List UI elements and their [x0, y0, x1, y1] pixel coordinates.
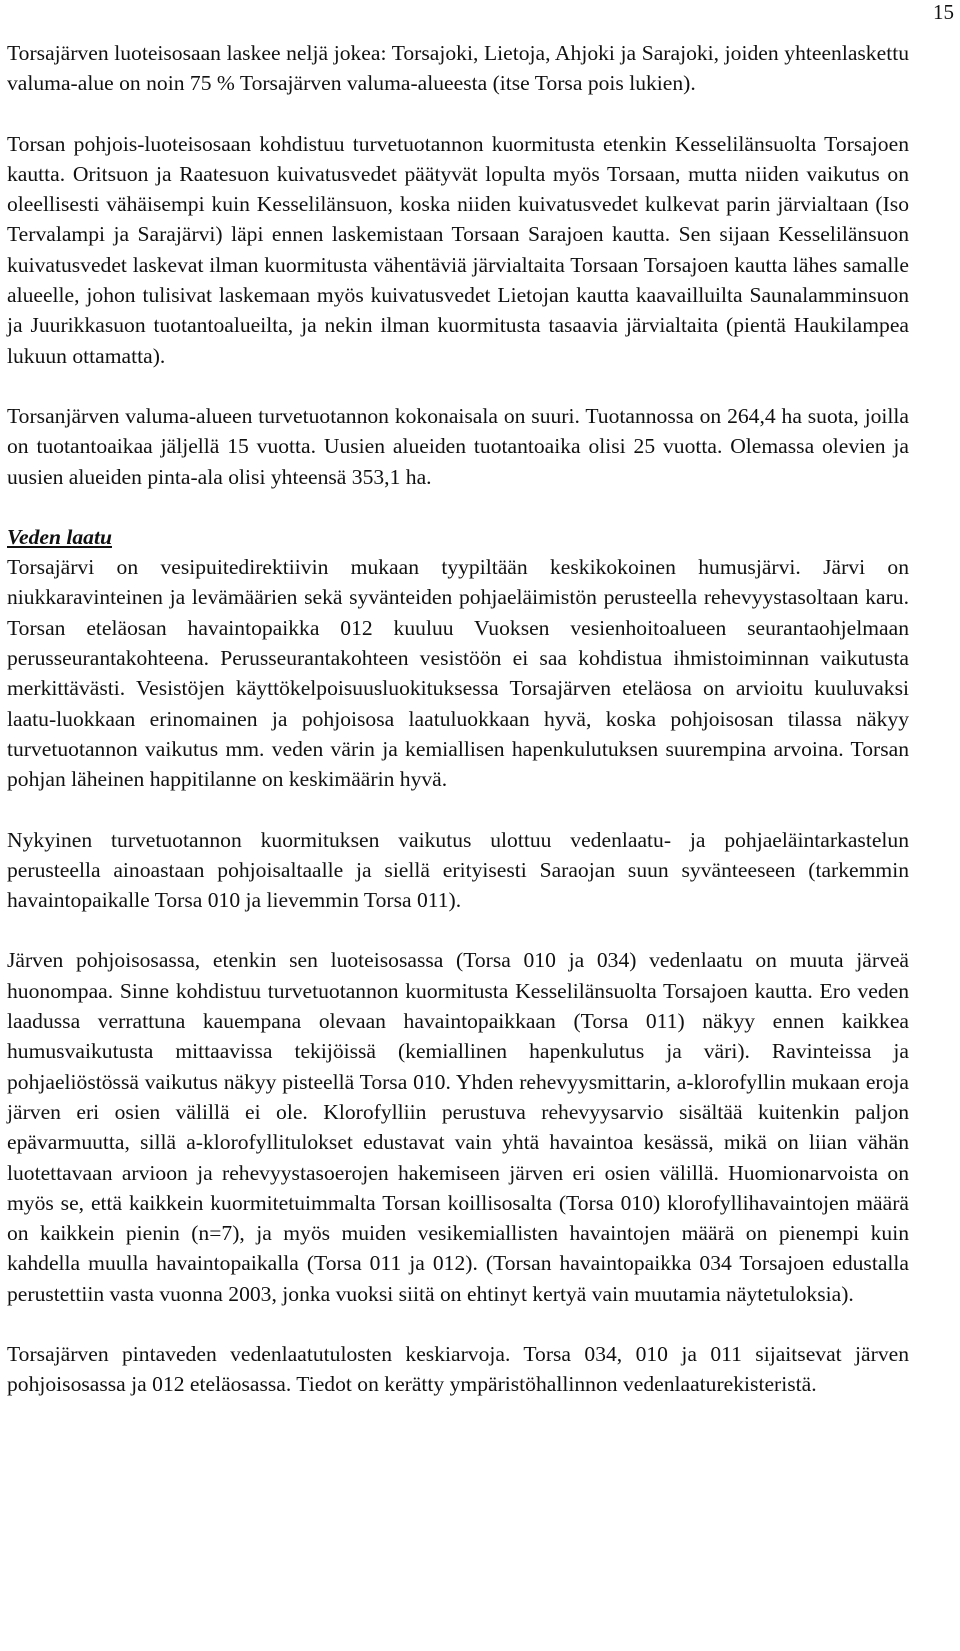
paragraph-current-impact: Nykyinen turvetuotannon kuormituksen vaikutus ulottuu vedenlaatu- ja pohjaeläintarkastelun perusteella ainoastaan pohjoisaltaalle ja siellä erityisesti Saraojan suun syvänteeseen (tarkemmin havaintopaikalle Torsa 010 ja lievemmin Torsa 011). [7, 827, 909, 913]
paragraph-inflow-rivers: Torsajärven luoteisosaan laskee neljä jokea: Torsajoki, Lietoja, Ahjoki ja Sarajoki, joiden yhteenlaskettu valuma-alue on noin 75 % Torsajärven valuma-alueesta (itse Torsa pois lukien). [7, 41, 909, 96]
paragraph-peat-area: Torsanjärven valuma-alueen turvetuotannon kokonaisala on suuri. Tuotannossa on 264,4 ha suota, joilla on tuotantoaikaa jäljellä 15 vuotta. Uusien alueiden tuotantoaika olisi 25 vuotta. Olemassa olevien ja uusien alueiden pinta-ala olisi yhteensä 353,1 ha. [7, 403, 909, 489]
page-number: 15 [933, 0, 954, 24]
paragraph-table-caption: Torsajärven pintaveden vedenlaatutulosten keskiarvoja. Torsa 034, 010 ja 011 sijaitsevat järven pohjoisosassa ja 012 eteläosassa. Tiedot on kerätty ympäristöhallinnon vedenlaaturekisteristä. [7, 1341, 909, 1397]
section-heading-water-quality: Veden laatu [7, 524, 112, 549]
paragraph-northern-part: Järven pohjoisosassa, etenkin sen luoteisosassa (Torsa 010 ja 034) vedenlaatu on muuta järveä huonompaa. Sinne kohdistuu turvetuotannon kuormitusta Kesselilänsuolta Torsajoen kautta. Ero veden laadussa verrattuna kauempana olevaan havaintopaikkaan (Torsa 011) näkyy ennen kaikkea humusvaikutusta mittaavissa tekijöissä (kemiallinen hapenkulutus ja väri). Ravinteissa ja pohjaeliöstössä vaikutus näkyy pisteellä Torsa 010. Yhden rehevyysmittarin, a-klorofyllin mukaan eroja järven eri osien välillä ei ole. Klorofylliin perustuva rehevyysarvio sisältää kuitenkin paljon epävarmuutta, sillä a-klorofyllitulokset edustavat vain yhtä havaintoa kesässä, mikä on liian vähän luotettavaan arvioon ja rehevyystasoerojen hakemiseen järven eri osien välillä. Huomionarvoista on myös se, että kaikkein kuormitetuimmalta Torsan koillisosalta (Torsa 010) klorofyllihavaintojen määrä on kaikkein pienin (n=7), ja myös muiden vesikemiallisten havaintojen määrä on pienempi kuin kahdella muulla havaintopaikalla (Torsa 011 ja 012). (Torsan havaintopaikka 034 Torsajoen edustalla perustettiin vasta vuonna 2003, jonka vuoksi siitä on ehtinyt kertyä vain muutamia näytetuloksia). [7, 948, 909, 1306]
body-text [7, 38, 909, 1400]
paragraph-lake-type: Torsajärvi on vesipuitedirektiivin mukaan tyypiltään keskikokoinen humusjärvi. Järvi on niukkaravinteinen ja levämäärien sekä syvänteiden pohjaeläimistön perusteella rehevyystasoltaan karu. Torsan eteläosan havaintopaikka 012 kuuluu Vuoksen vesienhoitoalueen seurantaohjelmaan perusseurantakohteena. Perusseurantakohteen vesistöön ei saa kohdistua ihmistoiminnan vaikutusta merkittävästi. Vesistöjen käyttökelpoisuusluokituksessa Torsajärven eteläosa on arvioitu kuuluvaksi laatu-luokkaan erinomainen ja pohjoisosa laatuluokkaan hyvä, koska pohjoisosan tilassa näkyy turvetuotannon vaikutus mm. veden värin ja kemiallisen hapenkulutuksen suurempina arvoina. Torsan pohjan läheinen happitilanne on keskimäärin hyvä. [7, 555, 909, 792]
paragraph-peat-load: Torsan pohjois-luoteisosaan kohdistuu turvetuotannon kuormitusta etenkin Kesselilänsuolta Torsajoen kautta. Oritsuon ja Raatesuon kuivatusvedet päätyvät lopulta myös Torsaan, mutta niiden vaikutus on oleellisesti vähäisempi kuin Kesselilänsuon, koska niiden kuivatusvedet kulkevat parin järvialtaan (Iso Tervalampi ja Sarajärvi) läpi ennen laskemistaan Torsaan Sarajoen kautta. Sen sijaan Kesselilänsuon kuivatusvedet laskevat ilman kuormitusta vähentäviä järvialtaita Torsaan Torsajoen kautta lähes samalle alueelle, johon tulisivat laskemaan myös kuivatusvedet Lietojan kautta kaavailluilta Saunalamminsuon ja Juurikkasuon tuotantoalueilta, ja nekin ilman kuormitusta tasaavia järvialtaita (pientä Haukilampea lukuun ottamatta). [7, 131, 909, 368]
